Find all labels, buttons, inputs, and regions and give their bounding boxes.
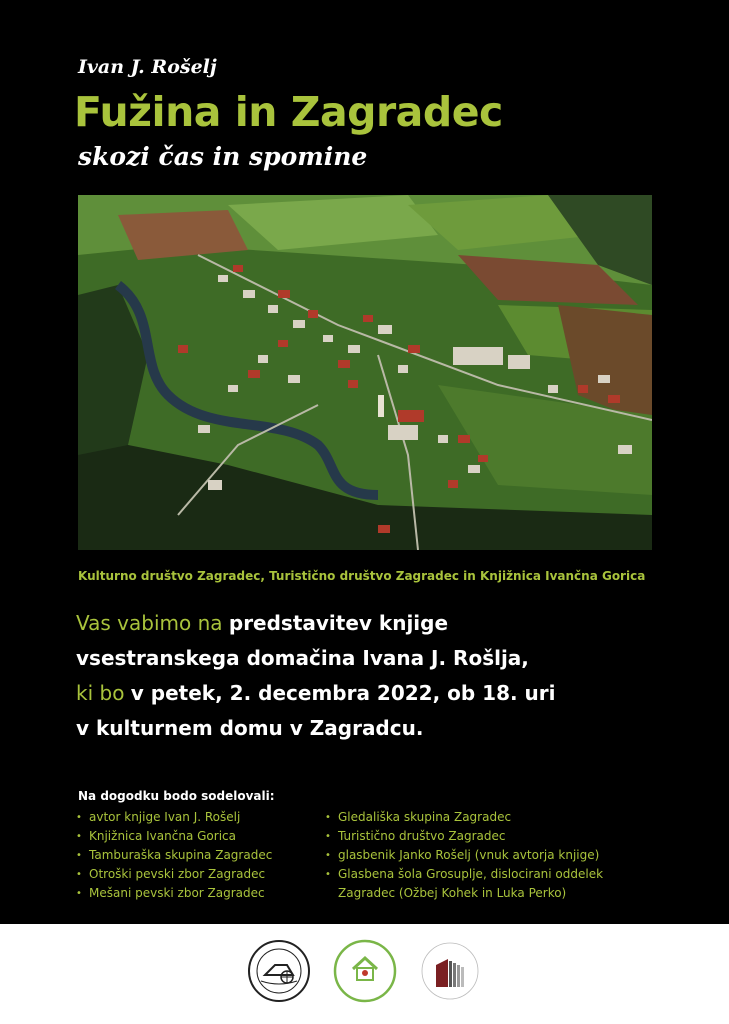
participant-item: • Otroški pevski zbor Zagradec	[76, 865, 316, 884]
logos-bar	[0, 924, 729, 1024]
mestna-knjiznica-logo	[418, 939, 482, 1003]
participant-item: • Mešani pevski zbor Zagradec	[76, 884, 316, 903]
participants-list-left	[76, 808, 316, 903]
invite-line-3-bold: v petek, 2. decembra 2022, ob 18. uri	[130, 681, 556, 705]
book-title: Fužina in Zagradec	[74, 88, 503, 136]
participant-item: • Turistično društvo Zagradec	[325, 827, 635, 846]
invite-line-1	[76, 606, 676, 641]
invite-line-4: v kulturnem domu v Zagradcu.	[76, 716, 424, 740]
invite-line-1-soft: Vas vabimo na	[76, 611, 229, 635]
author-name: Ivan J. Rošelj	[78, 56, 217, 78]
turisticno-drustvo-logo	[333, 939, 397, 1003]
participants-heading: Na dogodku bodo sodelovali:	[78, 789, 275, 803]
participants-list-right	[325, 808, 635, 903]
invite-line-3-soft: ki bo	[76, 681, 131, 705]
aerial-village-photo	[78, 195, 652, 550]
participant-item: • glasbenik Janko Rošelj (vnuk avtorja knjige)	[325, 846, 635, 865]
kulturno-drustvo-logo	[247, 939, 311, 1003]
book-subtitle: skozi čas in spomine	[78, 142, 368, 171]
participant-item: • avtor knjige Ivan J. Rošelj	[76, 808, 316, 827]
participant-item: • Tamburaška skupina Zagradec	[76, 846, 316, 865]
invite-line-2: vsestranskega domačina Ivana J. Rošlja,	[76, 646, 529, 670]
invitation-text	[76, 606, 676, 746]
participant-item: • Gledališka skupina Zagradec	[325, 808, 635, 827]
invite-line-3	[76, 676, 676, 711]
participant-item: • Knjižnica Ivančna Gorica	[76, 827, 316, 846]
invite-line-1-bold: predstavitev knjige	[228, 611, 449, 635]
organizers-line: Kulturno društvo Zagradec, Turistično društvo Zagradec in Knjižnica Ivančna Gorica	[78, 569, 646, 583]
participant-item: • Glasbena šola Grosuplje, dislocirani oddelek Zagradec (Ožbej Kohek in Luka Perko)	[325, 865, 635, 903]
